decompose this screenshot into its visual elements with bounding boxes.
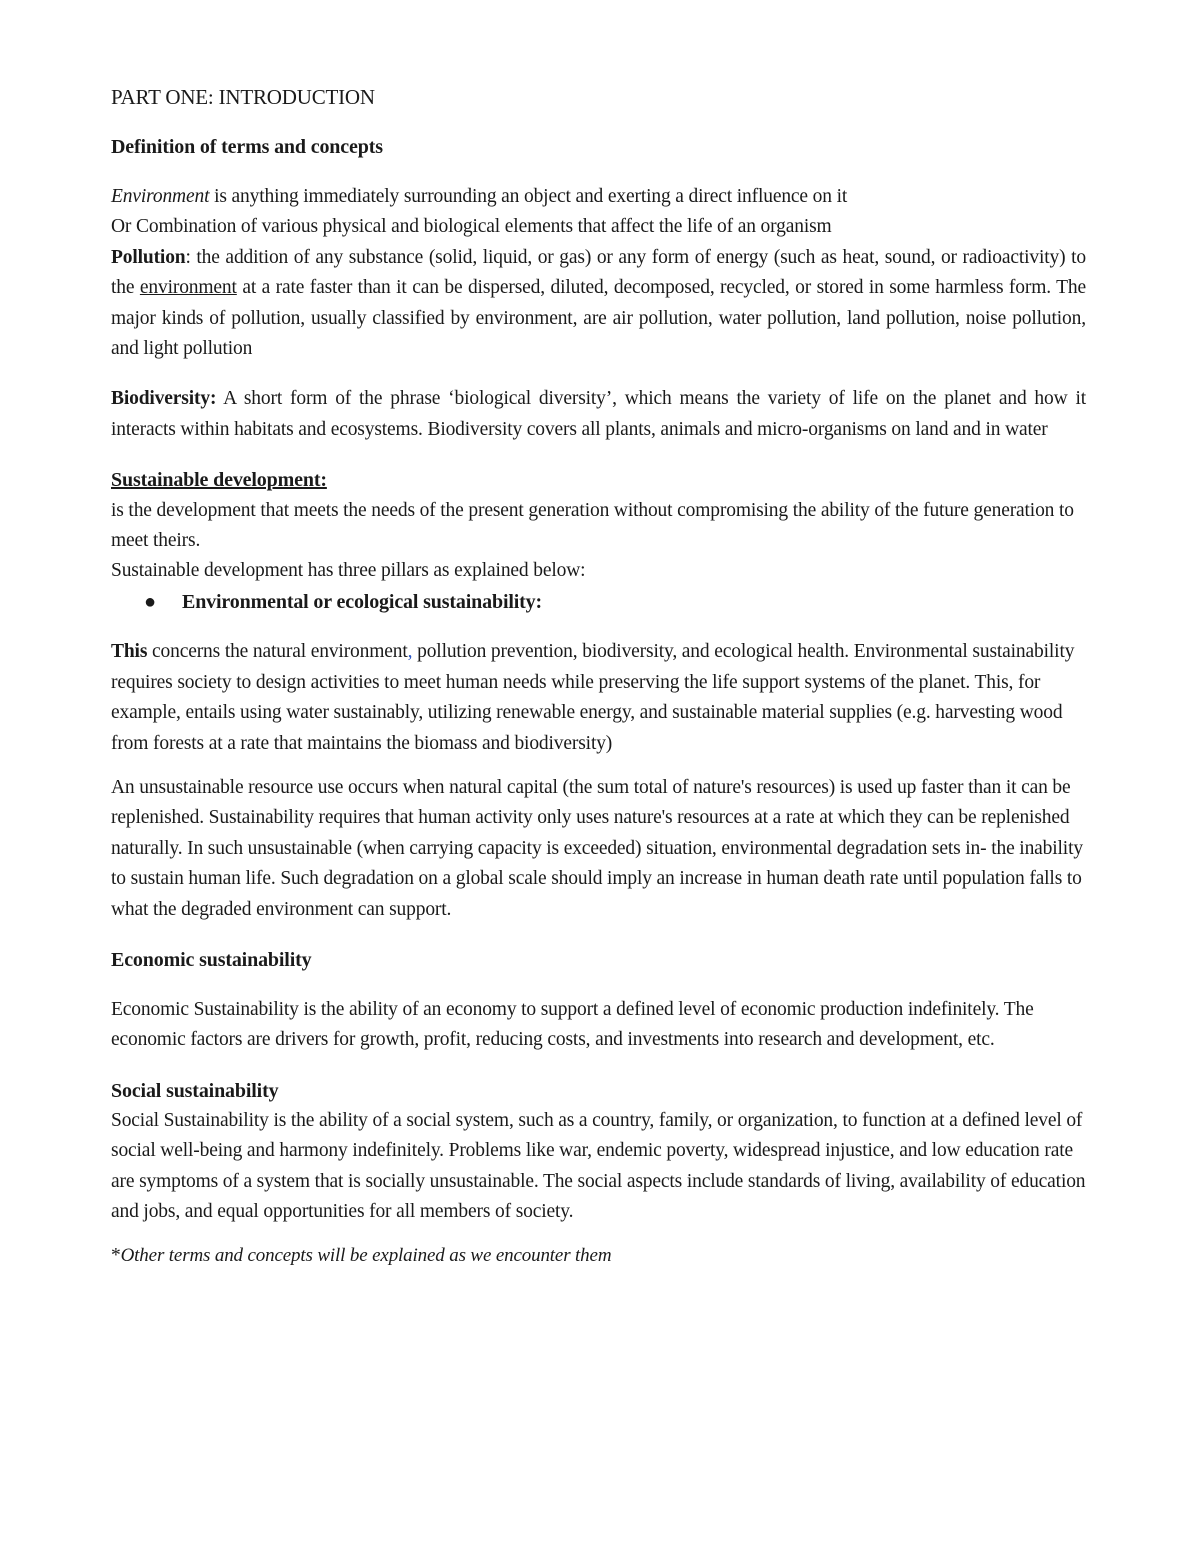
environment-term: Environment xyxy=(111,186,210,207)
environment-definition xyxy=(111,182,1086,212)
environment-link[interactable]: environment xyxy=(139,277,237,299)
pollution-text-a: : the addition of any substance (solid, liquid, or gas) or any form of energy (such as heat, sound, or radioactivity) to the xyxy=(111,246,1086,299)
note-star: * xyxy=(111,1245,121,1267)
biodiversity-definition xyxy=(111,384,1086,445)
env-text-b: pollution prevention, biodiversity, and ecological health. Environmental sustainability requires society to design activities to meet human needs while preserving the life support systems of the planet. This, for example, entails using water sustainably, utilizing renewable energy, and sustainable material supplies (e.g. harvesting wood from forests at a rate that maintains the biomass and biodiversity) xyxy=(111,641,1075,754)
biodiversity-term: Biodiversity: xyxy=(111,388,217,410)
definitions-heading: Definition of terms and concepts xyxy=(111,136,383,158)
env-sustainability-para-1 xyxy=(111,637,1086,759)
pollution-text-b: at a rate faster than it can be dispersed, diluted, decomposed, recycled, or stored in some harmless form. The major kinds of pollution, usually classified by environment, are air pollution, water pollution, land pollution, noise pollution, and light pollution xyxy=(111,277,1086,360)
env-sustainability-para-2: An unsustainable resource use occurs when natural capital (the sum total of nature's resources) is used up faster than it can be replenished. Sustainability requires that human activity only uses nature's resources at a rate at which they can be replenished naturally. In such unsustainable (when carrying capacity is exceeded) situation, environmental degradation sets in- the inability to sustain human life. Such degradation on a global scale should imply an increase in human death rate until population falls to what the degraded environment can support. xyxy=(111,776,1083,920)
this-lead: This xyxy=(111,641,148,663)
sustainable-line-2: Sustainable development has three pillars as explained below: xyxy=(111,560,586,582)
part-title: PART ONE: INTRODUCTION xyxy=(111,85,375,109)
environment-def-1: is anything immediately surrounding an object and exerting a direct influence on it xyxy=(209,186,848,207)
pillar-bullet-text: Environmental or ecological sustainability: xyxy=(182,590,543,613)
bullet-icon: ● xyxy=(144,590,156,613)
social-heading: Social sustainability xyxy=(111,1079,279,1102)
pollution-term: Pollution xyxy=(111,246,186,268)
social-text: Social Sustainability is the ability of a social system, such as a country, family, or organization, to function at a defined level of social well-being and harmony indefinitely. Problems like war, endemic poverty, widespread injustice, and low education rate are symptoms of a system that is socially unsustainable. The social aspects include standards of living, availability of education and jobs, and equal opportunities for all members of society. xyxy=(111,1109,1086,1222)
sustainable-line-1: is the development that meets the needs of the present generation without compromising the ability of the future generation to meet theirs. xyxy=(111,499,1074,552)
note-text: Other terms and concepts will be explained as we encounter them xyxy=(120,1245,612,1267)
pillar-bullet xyxy=(144,587,1086,617)
env-text-a: concerns the natural environment xyxy=(147,641,408,663)
closing-note xyxy=(111,1241,1086,1271)
biodiversity-text: A short form of the phrase ‘biological diversity’, which means the variety of life on the planet and how it interacts within habitats and ecosystems. Biodiversity covers all plants, animals and micro-organisms on land and in water xyxy=(111,388,1086,440)
pollution-definition xyxy=(111,243,1086,365)
comma-mark: , xyxy=(407,641,413,663)
sustainable-heading: Sustainable development: xyxy=(111,469,327,492)
economic-text: Economic Sustainability is the ability of an economy to support a defined level of economic production indefinitely. The economic factors are drivers for growth, profit, reducing costs, and investments into research and development, etc. xyxy=(111,998,1034,1051)
environment-def-2: Or Combination of various physical and biological elements that affect the life of an organism xyxy=(111,216,832,238)
economic-heading: Economic sustainability xyxy=(111,948,312,971)
document-page xyxy=(111,82,1086,1272)
